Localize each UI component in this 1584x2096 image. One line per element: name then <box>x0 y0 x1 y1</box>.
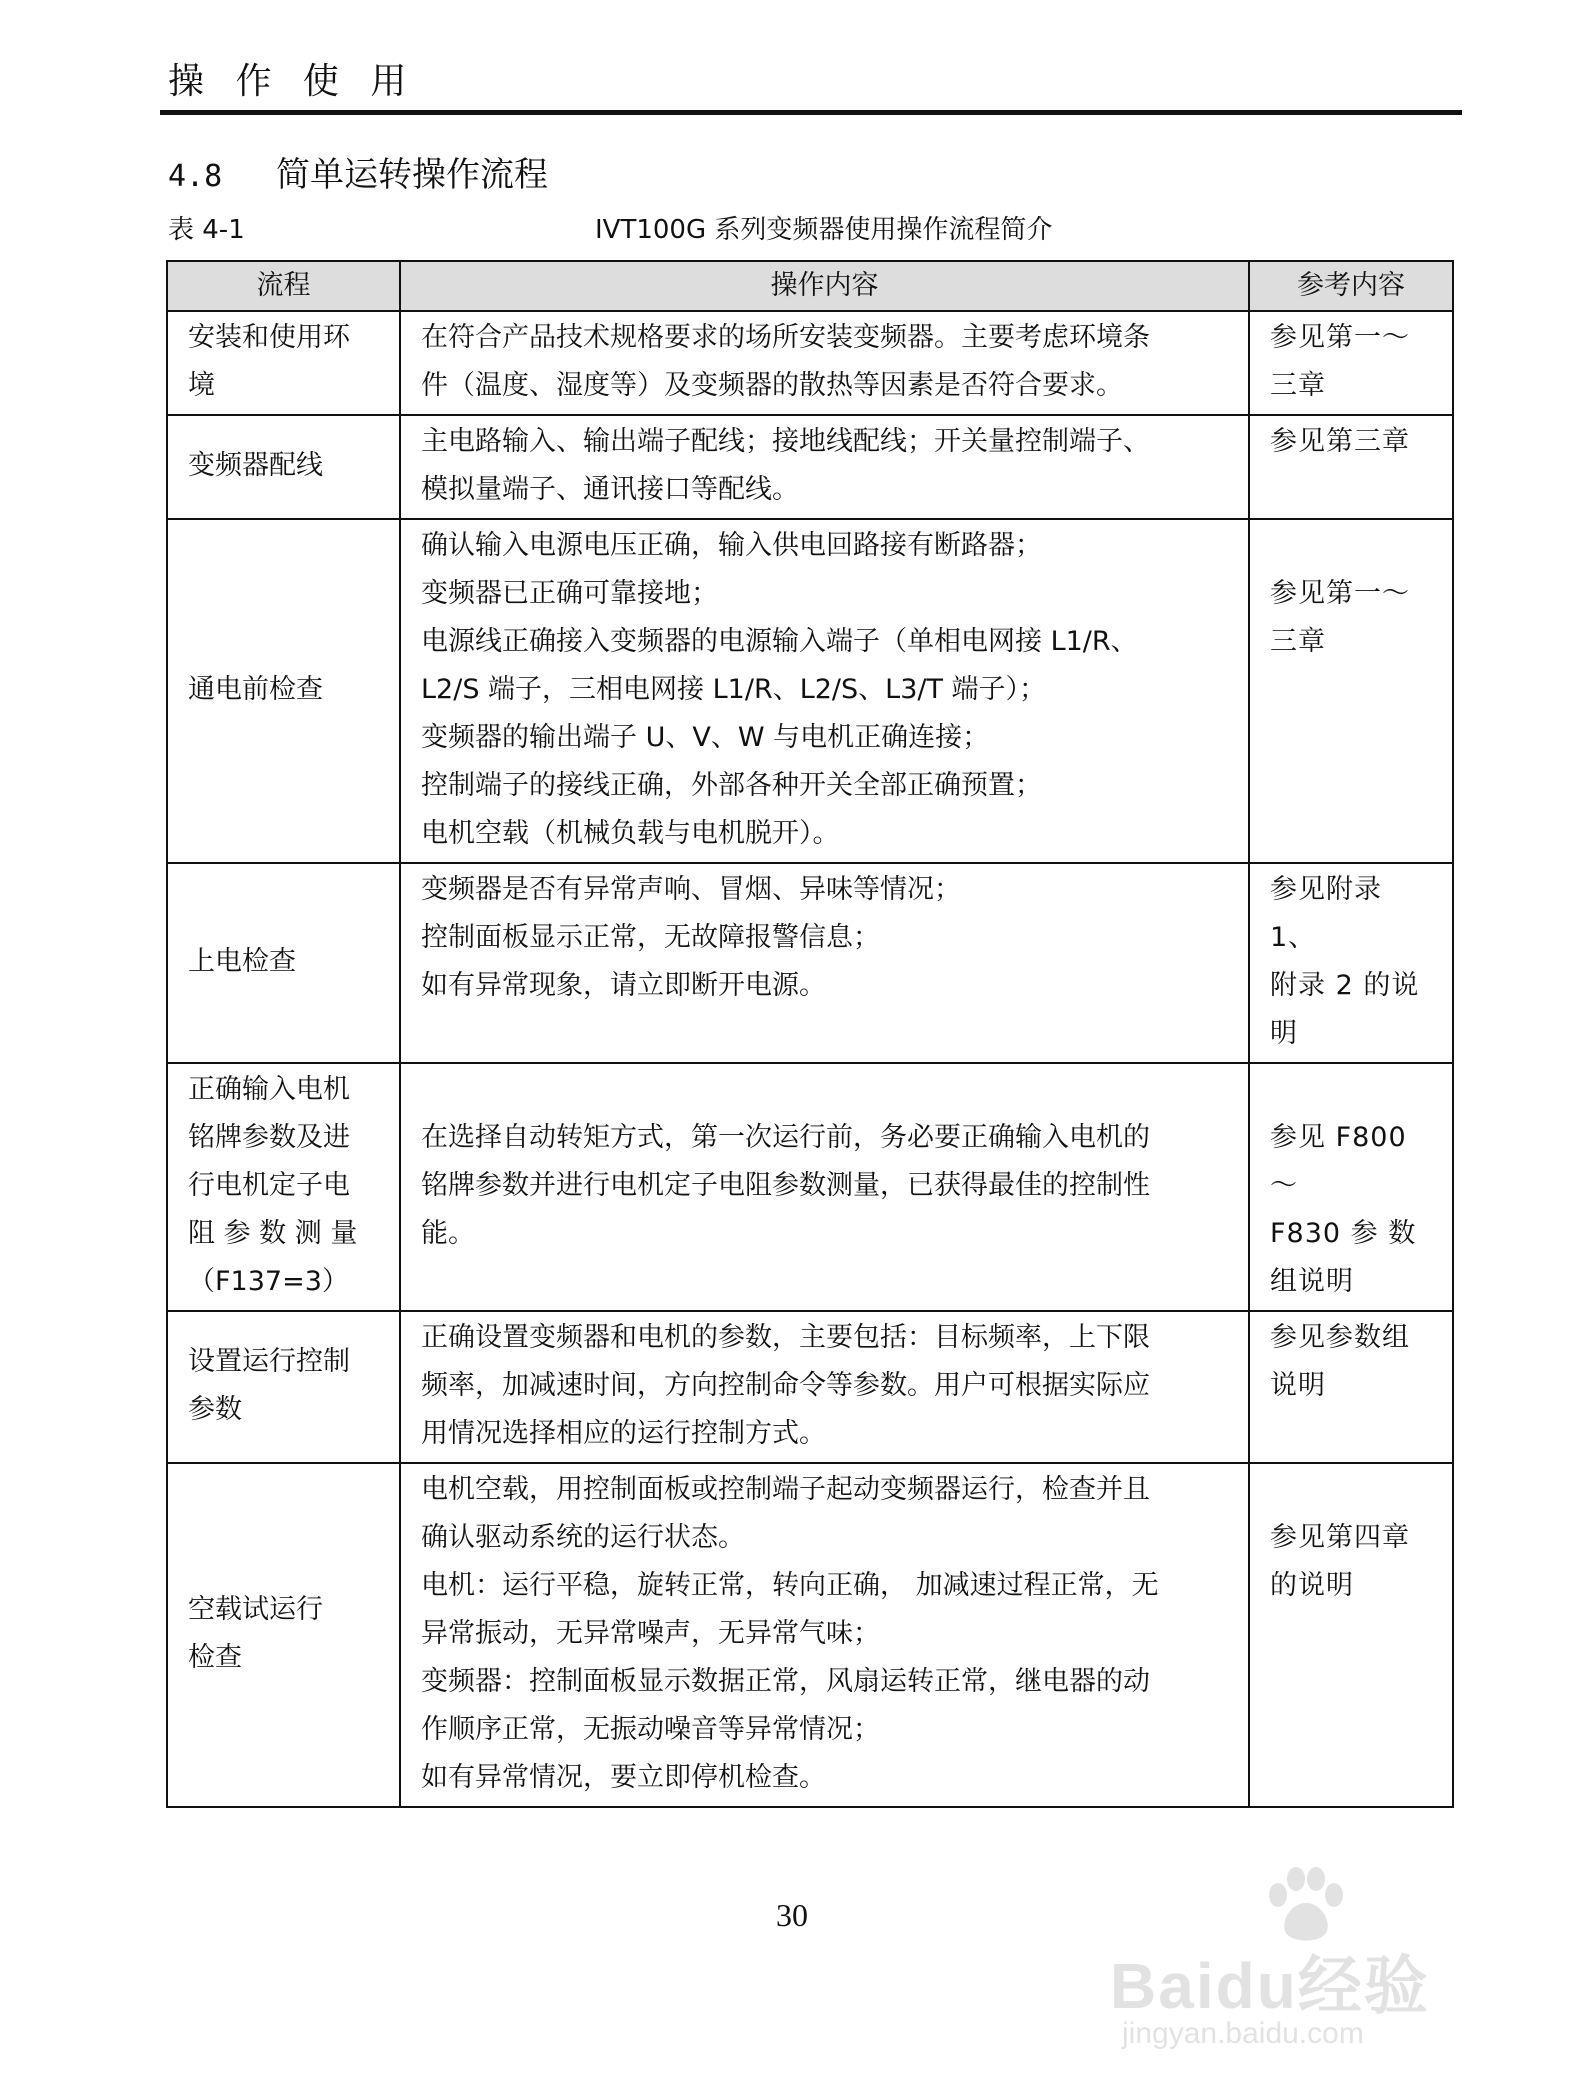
cell-line <box>1270 1066 1434 1114</box>
table-title: IVT100G 系列变频器使用操作流程简介 <box>595 215 1053 245</box>
operation-flow-table <box>166 260 1454 1808</box>
table-row <box>167 311 1453 415</box>
cell-line: 电源线正确接入变频器的电源输入端子（单相电网接 L1/R、 <box>421 626 1138 657</box>
table-label: 表 4-1 <box>168 215 245 245</box>
cell-line: 空载试运行 <box>188 1594 323 1625</box>
paw-logo-icon <box>1260 1865 1350 1945</box>
cell-line: 如有异常情况，要立即停机检查。 <box>421 1762 826 1793</box>
cell-line: 组说明 <box>1270 1266 1354 1297</box>
content-cell <box>400 311 1249 415</box>
cell-line: 参见第四章 <box>1270 1522 1410 1553</box>
cell-line: 件（温度、湿度等）及变频器的散热等因素是否符合要求。 <box>421 370 1123 401</box>
reference-cell <box>1249 415 1453 519</box>
reference-cell <box>1249 863 1453 1063</box>
step-cell <box>167 863 400 1063</box>
cell-line: 铭牌参数及进 <box>188 1122 350 1153</box>
cell-line: 参见 F800～ <box>1270 1122 1407 1201</box>
cell-line: 变频器的输出端子 U、V、W 与电机正确连接； <box>421 722 990 753</box>
section-title: 简单运转操作流程 <box>276 155 548 195</box>
table-row <box>167 1311 1453 1463</box>
page-number: 30 <box>776 1897 808 1933</box>
header-rule <box>160 110 1462 115</box>
cell-line: 异常振动，无异常噪声，无异常气味； <box>421 1618 880 1649</box>
cell-line: 三章 <box>1270 626 1326 657</box>
cell-line: L2/S 端子，三相电网接 L1/R、L2/S、L3/T 端子）； <box>421 674 1047 705</box>
cell-line: 的说明 <box>1270 1570 1354 1601</box>
cell-line: 上电检查 <box>188 946 296 977</box>
reference-cell <box>1249 1063 1453 1311</box>
header-cell-step: 流程 <box>167 261 400 311</box>
cell-line: 确认驱动系统的运行状态。 <box>421 1522 745 1553</box>
cell-line: 明 <box>1270 1018 1298 1049</box>
cell-line: 参见附录 1、 <box>1270 874 1382 953</box>
cell-line: 变频器：控制面板显示数据正常，风扇运转正常，继电器的动 <box>421 1666 1150 1697</box>
cell-line: 行电机定子电 <box>188 1170 350 1201</box>
step-cell <box>167 1463 400 1807</box>
step-cell <box>167 415 400 519</box>
cell-line: 电机空载，用控制面板或控制端子起动变频器运行，检查并且 <box>421 1474 1150 1505</box>
content-cell <box>400 1311 1249 1463</box>
cell-line: 在符合产品技术规格要求的场所安装变频器。主要考虑环境条 <box>421 322 1150 353</box>
baidu-watermark <box>1110 1845 1490 2065</box>
table-row <box>167 1463 1453 1807</box>
cell-line: 参见第一～ <box>1270 322 1410 353</box>
reference-cell <box>1249 311 1453 415</box>
cell-line: 能。 <box>421 1218 475 1249</box>
cell-line: 控制端子的接线正确，外部各种开关全部正确预置； <box>421 770 1042 801</box>
cell-line: 变频器是否有异常声响、冒烟、异味等情况； <box>421 874 961 905</box>
cell-line: 确认输入电源电压正确，输入供电回路接有断路器； <box>421 530 1042 561</box>
section-heading <box>168 150 548 202</box>
step-cell <box>167 1311 400 1463</box>
cell-line: 变频器配线 <box>188 450 323 481</box>
cell-line: 三章 <box>1270 370 1326 401</box>
content-cell <box>400 415 1249 519</box>
content-cell <box>400 519 1249 863</box>
cell-line: 主电路输入、输出端子配线；接地线配线；开关量控制端子、 <box>421 426 1150 457</box>
cell-line: 作顺序正常，无振动噪音等异常情况； <box>421 1714 880 1745</box>
cell-line: 在选择自动转矩方式，第一次运行前，务必要正确输入电机的 <box>421 1122 1150 1153</box>
cell-line: 参见第三章 <box>1270 426 1410 457</box>
table-header-row <box>167 261 1453 311</box>
cell-line: 频率，加减速时间，方向控制命令等参数。用户可根据实际应 <box>421 1370 1150 1401</box>
header-cell-ref: 参考内容 <box>1249 261 1453 311</box>
table-row <box>167 415 1453 519</box>
cell-line: （F137=3） <box>188 1266 349 1297</box>
table-row <box>167 863 1453 1063</box>
cell-line: 电机：运行平稳，旋转正常，转向正确， 加减速过程正常，无 <box>421 1570 1159 1601</box>
cell-line: 电机空载（机械负载与电机脱开）。 <box>421 818 840 849</box>
watermark-url: jingyan.baidu.com <box>1122 2017 1364 2050</box>
cell-line: 境 <box>188 370 215 401</box>
cell-line: 附录 2 的说 <box>1270 970 1420 1001</box>
cell-line: 说明 <box>1270 1370 1326 1401</box>
cell-line: 参见参数组 <box>1270 1322 1410 1353</box>
content-cell <box>400 1063 1249 1311</box>
cell-line: 正确设置变频器和电机的参数，主要包括：目标频率，上下限 <box>421 1322 1150 1353</box>
cell-line: 正确输入电机 <box>188 1074 350 1105</box>
cell-line: 控制面板显示正常，无故障报警信息； <box>421 922 880 953</box>
cell-line: 安装和使用环 <box>188 322 350 353</box>
cell-line: 用情况选择相应的运行控制方式。 <box>421 1418 826 1449</box>
step-cell <box>167 1063 400 1311</box>
cell-line: 参数 <box>188 1394 242 1425</box>
running-header: 操 作 使 用 <box>168 61 417 102</box>
cell-line: 变频器已正确可靠接地； <box>421 578 718 609</box>
table-body <box>167 311 1453 1807</box>
cell-line: 检查 <box>188 1642 242 1673</box>
cell-line: 参见第一～ <box>1270 578 1410 609</box>
reference-cell <box>1249 1463 1453 1807</box>
table-row <box>167 519 1453 863</box>
cell-line: 阻 参 数 测 量 <box>188 1218 358 1249</box>
cell-line: 如有异常现象，请立即断开电源。 <box>421 970 826 1001</box>
content-cell <box>400 863 1249 1063</box>
step-cell <box>167 311 400 415</box>
cell-line: 模拟量端子、通讯接口等配线。 <box>421 474 799 505</box>
step-cell <box>167 519 400 863</box>
section-number: 4.8 <box>168 159 223 194</box>
table-row <box>167 1063 1453 1311</box>
cell-line <box>1270 522 1434 570</box>
cell-line <box>1270 1466 1434 1514</box>
cell-line: 铭牌参数并进行电机定子电阻参数测量，已获得最佳的控制性 <box>421 1170 1150 1201</box>
reference-cell <box>1249 1311 1453 1463</box>
header-cell-content: 操作内容 <box>400 261 1249 311</box>
watermark-brand: Baidu经验 <box>1110 1950 1430 2022</box>
cell-line: 通电前检查 <box>188 674 323 705</box>
cell-line: 设置运行控制 <box>188 1346 350 1377</box>
cell-line: F830 参 数 <box>1270 1218 1417 1249</box>
cell-line <box>421 1066 1230 1114</box>
reference-cell <box>1249 519 1453 863</box>
content-cell <box>400 1463 1249 1807</box>
